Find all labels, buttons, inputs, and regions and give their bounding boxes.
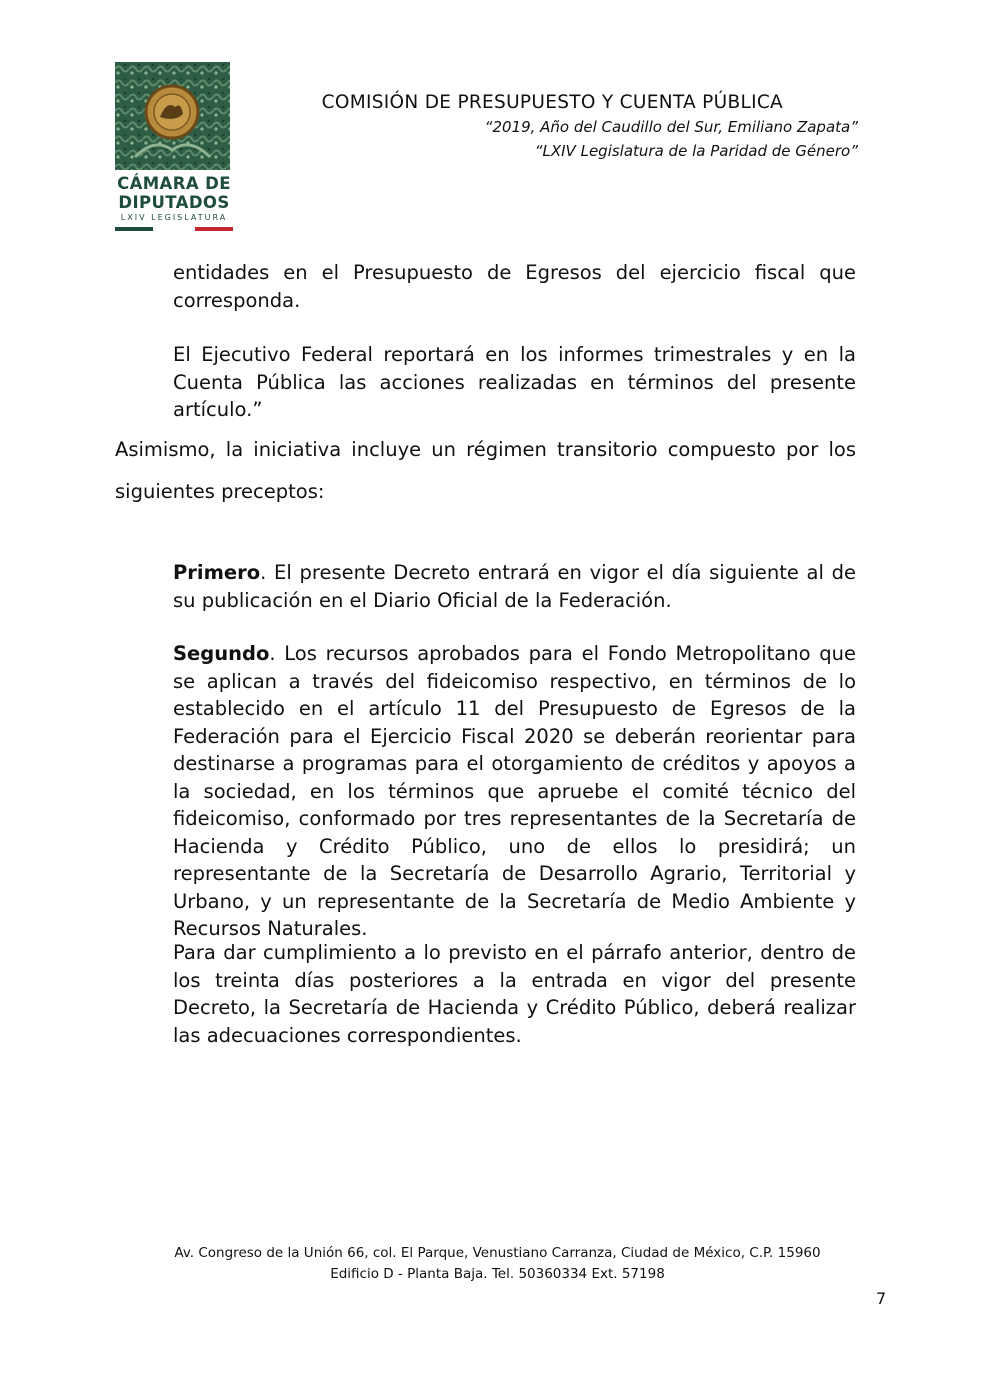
- document-header: [322, 92, 858, 163]
- primero-text: . El presente Decreto entrará en vigor el día siguiente al de su publicación en el Diario Oficial de la Federación.: [173, 561, 856, 612]
- primero-paragraph: [173, 559, 856, 614]
- primero-label: Primero: [173, 561, 261, 584]
- quote-paragraph-2: El Ejecutivo Federal reportará en los informes trimestrales y en la Cuenta Pública las acciones realizadas en términos del presente artículo.”: [173, 343, 856, 421]
- logo-line-1: CÁMARA DE: [117, 174, 231, 193]
- commission-title: COMISIÓN DE PRESUPUESTO Y CUENTA PÚBLICA: [321, 92, 783, 113]
- footer-line-2: Edificio D - Planta Baja. Tel. 50360334 Ext. 57198: [330, 1266, 665, 1282]
- intro-paragraph: Asimismo, la iniciativa incluye un régimen transitorio compuesto por los siguientes preceptos:: [115, 438, 856, 503]
- green-stripe: [115, 227, 153, 231]
- coat-of-arms-emblem: [115, 62, 230, 170]
- segundo-label: Segundo: [173, 642, 270, 665]
- header-motto-2: “LXIV Legislatura de la Paridad de Género”: [534, 142, 858, 160]
- footer-line-1: Av. Congreso de la Unión 66, col. El Parque, Venustiano Carranza, Ciudad de México, C.P. 15960: [174, 1245, 821, 1261]
- footer-address: [0, 1243, 995, 1285]
- page-number: 7: [876, 1289, 887, 1308]
- logo-line-2: DIPUTADOS: [118, 193, 230, 212]
- quote-paragraph-1: entidades en el Presupuesto de Egresos del ejercicio fiscal que corresponda.: [173, 261, 856, 312]
- camara-logo: [115, 62, 233, 237]
- red-stripe: [195, 227, 233, 231]
- segundo-paragraph: [173, 640, 856, 943]
- logo-subtitle: LXIV LEGISLATURA: [120, 213, 228, 222]
- flag-stripes: [115, 227, 233, 231]
- final-paragraph: Para dar cumplimiento a lo previsto en el párrafo anterior, dentro de los treinta días posteriores a la entrada en vigor del presente Decreto, la Secretaría de Hacienda y Crédito Público, deberá realizar las adecuaciones correspondientes.: [173, 941, 856, 1047]
- segundo-text: . Los recursos aprobados para el Fondo Metropolitano que se aplican a través del fideicomiso respectivo, en términos de lo establecido en el artículo 11 del Presupuesto de Egresos de la Federación para el Ejercicio Fiscal 2020 se deberán reorientar para destinarse a programas para el otorgamiento de créditos y apoyos a la sociedad, en los términos que apruebe el comité técnico del fideicomiso, conformado por tres representantes de la Secretaría de Hacienda y Crédito Público, uno de ellos lo presidirá; un representante de la Secretaría de Desarrollo Agrario, Territorial y Urbano, y un representante de la Secretaría de Medio Ambiente y Recursos Naturales.: [173, 642, 856, 940]
- header-motto-1: “2019, Año del Caudillo del Sur, Emiliano Zapata”: [484, 118, 858, 136]
